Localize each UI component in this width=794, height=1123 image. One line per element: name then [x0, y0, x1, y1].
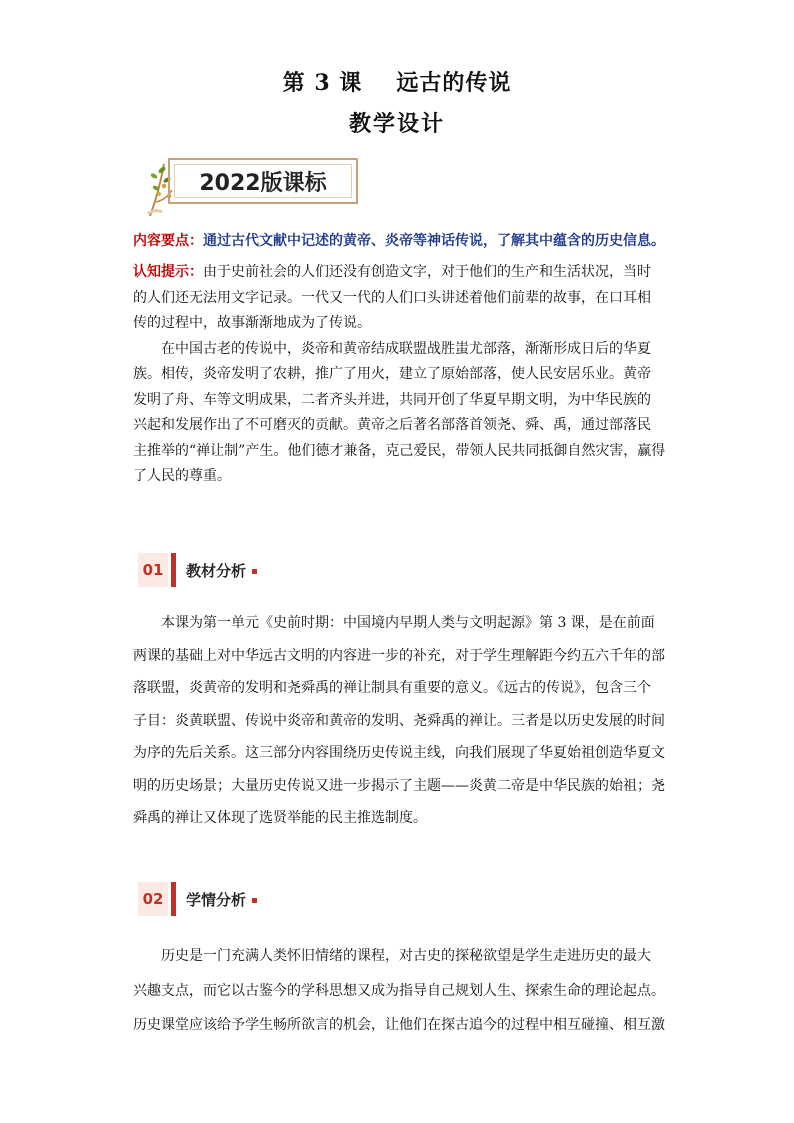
hint-line: 传的过程中，故事渐渐地成为了传说。 — [133, 315, 371, 331]
content-points — [133, 229, 663, 255]
body-line: 为序的先后关系。这三部分内容围绕历史传说主线，向我们展现了华夏始祖创造华夏文 — [133, 745, 665, 761]
body-line: 子目：炎黄联盟、传说中炎帝和黄帝的发明、尧舜禹的禅让。三者是以历史发展的时间 — [133, 712, 665, 729]
section-bar — [171, 882, 176, 916]
body-line: 明的历史场景；大量历史传说又进一步揭示了主题——炎黄二帝是中华民族的始祖；尧 — [133, 777, 665, 794]
section-title: 学情分析 — [186, 890, 247, 909]
hint-line: 由于史前社会的人们还没有创造文字，对于他们的生产和生活状况，当时 — [203, 264, 651, 280]
section-header-textbook-analysis — [138, 553, 257, 587]
section-number: 01 — [138, 553, 168, 587]
cognitive-hint — [133, 260, 666, 490]
curriculum-badge — [142, 156, 362, 216]
hint-line: 族。相传，炎帝发明了农耕，推广了用火，建立了原始部落，使人民安居乐业。黄帝 — [133, 366, 651, 382]
page-subtitle: 教学设计 — [348, 111, 445, 137]
body-line: 两课的基础上对中华远古文明的内容进一步的补充，对于学生理解距今约五六千年的部 — [133, 647, 665, 664]
body-line: 落联盟，炎黄帝的发明和尧舜禹的禅让制具有重要的意义。《远古的传说》，包含三个 — [133, 680, 651, 696]
body-line: 兴趣支点，而它以古鉴今的学科思想又成为指导自己规划人生、探索生命的理论起点。 — [133, 982, 665, 999]
lesson-name: 远古的传说 — [396, 70, 512, 96]
hint-line: 了人民的尊重。 — [133, 468, 231, 484]
body-line: 舜禹的禅让又体现了选贤举能的民主推选制度。 — [133, 810, 427, 826]
section-bar — [171, 553, 176, 587]
hint-line: 兴起和发展作出了不可磨灭的贡献。黄帝之后著名部落首领尧、舜、禹，通过部落民 — [133, 417, 651, 433]
lesson-title — [0, 66, 794, 97]
badge-label: 2022版课标 — [174, 164, 352, 198]
textbook-analysis-body — [133, 607, 663, 835]
section-title: 教材分析 — [186, 561, 247, 580]
content-points-label: 内容要点： — [133, 233, 203, 249]
body-line: 本课为第一单元《史前时期：中国境内早期人类与文明起源》第 3 课，是在前面 — [133, 615, 655, 631]
hint-line: 主推举的“禅让制”产生。他们德才兼备，克己爱民，带领人民共同抵御自然灾害，赢得 — [133, 442, 666, 459]
student-analysis-body — [133, 939, 663, 1043]
content-points-text: 通过古代文献中记述的黄帝、炎帝等神话传说，了解其中蕴含的历史信息。 — [203, 233, 665, 249]
cognitive-hint-label: 认知提示： — [133, 264, 203, 280]
section-number: 02 — [138, 882, 168, 916]
square-bullet-icon — [252, 898, 257, 903]
section-header-student-analysis — [138, 882, 257, 916]
body-line: 历史课堂应该给予学生畅所欲言的机会，让他们在探古追今的过程中相互碰撞、相互激 — [133, 1017, 665, 1033]
body-line: 历史是一门充满人类怀旧情绪的课程，对古史的探秘欲望是学生走进历史的最大 — [133, 948, 651, 964]
hint-line: 在中国古老的传说中，炎帝和黄帝结成联盟战胜蚩尤部落，渐渐形成日后的华夏 — [133, 340, 651, 357]
lesson-number: 第 3 课 — [282, 70, 363, 96]
square-bullet-icon — [252, 569, 257, 574]
hint-line: 的人们还无法用文字记录。一代又一代的人们口头讲述着他们前辈的故事，在口耳相 — [133, 289, 651, 306]
hint-line: 发明了舟、车等文明成果，二者齐头并进，共同开创了华夏早期文明，为中华民族的 — [133, 391, 651, 408]
